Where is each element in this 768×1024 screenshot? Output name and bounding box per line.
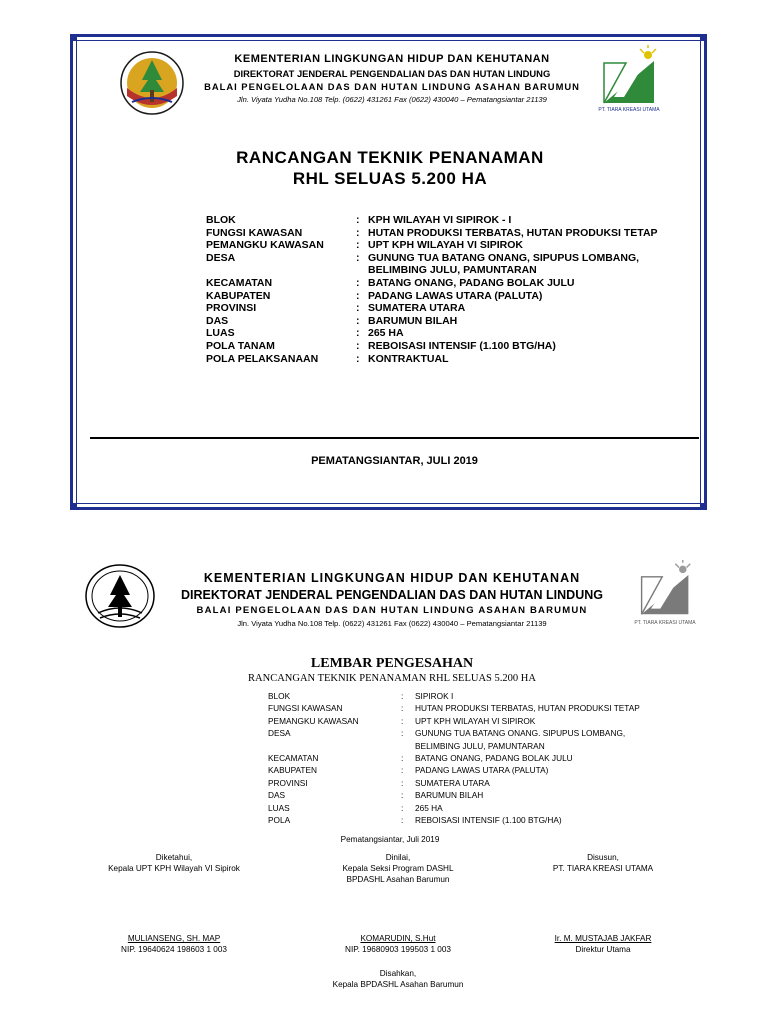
approval-line2: Kepala BPDASHL Asahan Barumun xyxy=(332,980,464,989)
field-label: POLA TANAM xyxy=(206,339,275,352)
signer-right-role1: Disusun, xyxy=(587,853,619,862)
field-value: PADANG LAWAS UTARA (PALUTA) xyxy=(368,289,543,302)
cover-title-line1: RANCANGAN TEKNIK PENANAMAN xyxy=(236,148,544,167)
field-colon: : xyxy=(356,352,360,365)
field-row xyxy=(206,239,658,252)
field-value: HUTAN PRODUKSI TERBATAS, HUTAN PRODUKSI TETAP xyxy=(415,703,640,714)
field-colon: : xyxy=(356,214,360,226)
frame-corner xyxy=(70,503,77,510)
field-value: BARUMUN BILAH xyxy=(368,314,458,327)
field-row xyxy=(206,302,658,315)
field-row xyxy=(268,814,640,826)
field-value: KONTRAKTUAL xyxy=(368,352,449,365)
field-value: HUTAN PRODUKSI TERBATAS, HUTAN PRODUKSI TETAP xyxy=(368,226,658,239)
sheet-directorate: DIREKTORAT JENDERAL PENGENDALIAN DAS DAN HUTAN LINDUNG xyxy=(180,588,603,602)
field-label: DAS xyxy=(206,314,229,327)
field-colon: : xyxy=(356,327,360,340)
field-colon: : xyxy=(356,339,360,352)
field-colon: : xyxy=(401,815,404,826)
field-spacer xyxy=(206,264,356,277)
field-label: KECAMATAN xyxy=(268,753,319,764)
signer-center xyxy=(298,852,498,885)
field-colon: : xyxy=(356,251,360,264)
field-value: KPH WILAYAH VI SIPIROK - I xyxy=(368,214,512,226)
cover-ministry: KEMENTERIAN LINGKUNGAN HIDUP DAN KEHUTANAN xyxy=(234,53,550,65)
sheet-place-date: Pematangsiantar, Juli 2019 xyxy=(340,835,440,844)
field-spacer xyxy=(356,264,368,277)
field-colon: : xyxy=(401,691,404,701)
field-value: SIPIROK I xyxy=(415,691,454,701)
signer-left-name: MULIANSENG, SH. MAP xyxy=(127,934,221,943)
field-value: BATANG ONANG, PADANG BOLAK JULU xyxy=(415,753,573,764)
cover-title-line2: RHL SELUAS 5.200 HA xyxy=(292,169,488,188)
field-row xyxy=(206,315,658,328)
field-label: BLOK xyxy=(206,214,236,226)
sheet-office: BALAI PENGELOLAAN DAS DAN HUTAN LINDUNG ASAHAN BARUMUN xyxy=(196,605,588,616)
company-logo xyxy=(596,45,662,117)
sheet-subtitle: RANCANGAN TEKNIK PENANAMAN RHL SELUAS 5.200 HA xyxy=(248,673,536,684)
field-value: UPT KPH WILAYAH VI SIPIROK xyxy=(368,239,523,252)
signer-right-id: Direktur Utama xyxy=(575,945,631,954)
field-colon: : xyxy=(356,226,360,239)
field-colon: : xyxy=(401,777,404,788)
signer-center-role3: BPDASHL Asahan Barumun xyxy=(346,875,450,884)
frame-corner xyxy=(700,503,707,510)
field-row xyxy=(268,715,640,727)
sheet-title: LEMBAR PENGESAHAN xyxy=(310,656,474,671)
cover-divider xyxy=(90,437,699,439)
company-logo-gray xyxy=(632,560,698,632)
signer-right-block xyxy=(503,933,703,955)
field-row xyxy=(268,752,640,764)
field-colon: : xyxy=(401,790,404,801)
signer-center-block xyxy=(298,933,498,955)
cover-directorate: DIREKTORAT JENDERAL PENGENDALIAN DAS DAN HUTAN LINDUNG xyxy=(233,68,551,79)
frame-corner xyxy=(70,34,77,41)
field-value: REBOISASI INTENSIF (1.100 BTG/HA) xyxy=(415,815,562,826)
field-value: BARUMUN BILAH xyxy=(415,790,484,801)
signer-left-block xyxy=(74,933,274,955)
field-colon: : xyxy=(356,239,360,252)
sheet-fields xyxy=(268,690,640,826)
field-row xyxy=(206,277,658,290)
signer-center-id: NIP. 19680903 199503 1 003 xyxy=(345,945,451,954)
signer-center-name: KOMARUDIN, S.Hut xyxy=(360,934,436,943)
field-row xyxy=(268,802,640,814)
cover-place-date: PEMATANGSIANTAR, JULI 2019 xyxy=(311,455,478,467)
field-colon: : xyxy=(401,728,404,739)
field-colon: : xyxy=(356,314,360,327)
signer-left-id: NIP. 19640624 198603 1 003 xyxy=(121,945,227,954)
field-colon: : xyxy=(401,715,404,726)
field-value: REBOISASI INTENSIF (1.100 BTG/HA) xyxy=(368,339,556,352)
field-label: PEMANGKU KAWASAN xyxy=(206,239,324,252)
signer-center-role1: Dinilai, xyxy=(385,853,411,862)
field-colon: : xyxy=(401,802,404,813)
field-row-continued xyxy=(206,264,658,277)
field-label: KECAMATAN xyxy=(206,276,273,289)
field-value: 265 HA xyxy=(368,327,404,340)
field-spacer xyxy=(268,740,401,752)
field-row xyxy=(268,690,640,702)
field-row xyxy=(206,290,658,303)
signer-left xyxy=(74,852,274,874)
field-row xyxy=(268,702,640,714)
field-row xyxy=(268,764,640,776)
field-value: SUMATERA UTARA xyxy=(368,302,466,315)
field-row xyxy=(206,214,658,227)
field-label: KABUPATEN xyxy=(268,765,318,776)
field-label: PROVINSI xyxy=(206,302,257,315)
field-colon: : xyxy=(401,703,404,714)
signer-right-name: Ir. M. MUSTAJAB JAKFAR xyxy=(554,934,652,943)
signer-left-role1: Diketahui, xyxy=(155,853,193,862)
field-colon: : xyxy=(401,753,404,764)
field-colon: : xyxy=(356,289,360,302)
field-label: KABUPATEN xyxy=(206,289,271,302)
signer-center-role2: Kepala Seksi Program DASHL xyxy=(342,864,454,873)
field-label: DESA xyxy=(206,251,236,264)
field-row xyxy=(206,252,658,265)
signer-right xyxy=(503,852,703,874)
approval-line1: Disahkan, xyxy=(379,969,417,978)
field-value: GUNUNG TUA BATANG ONANG. SIPUPUS LOMBANG, xyxy=(415,728,626,739)
field-row xyxy=(268,727,640,739)
field-label: DAS xyxy=(268,790,286,801)
cover-address: Jln. Viyata Yudha No.108 Telp. (0622) 431261 Fax (0622) 430040 – Pematangsiantar 21139 xyxy=(237,95,547,104)
cover-fields xyxy=(206,214,658,365)
ministry-logo-bw xyxy=(84,563,156,629)
field-row xyxy=(206,227,658,240)
signer-left-role2: Kepala UPT KPH Wilayah VI Sipirok xyxy=(108,864,240,873)
field-spacer xyxy=(401,740,415,752)
field-row xyxy=(268,789,640,801)
field-colon: : xyxy=(401,765,404,776)
ministry-logo xyxy=(118,50,186,116)
frame-corner xyxy=(700,34,707,41)
field-label: PROVINSI xyxy=(268,777,308,788)
field-row xyxy=(206,340,658,353)
sheet-ministry: KEMENTERIAN LINGKUNGAN HIDUP DAN KEHUTANAN xyxy=(203,571,581,585)
cover-office: BALAI PENGELOLAAN DAS DAN HUTAN LINDUNG ASAHAN BARUMUN xyxy=(204,81,580,92)
field-value: BATANG ONANG, PADANG BOLAK JULU xyxy=(368,276,575,289)
field-label: LUAS xyxy=(268,802,290,813)
field-colon: : xyxy=(356,276,360,289)
field-row xyxy=(206,353,658,366)
field-label: PEMANGKU KAWASAN xyxy=(268,715,359,726)
field-value: PADANG LAWAS UTARA (PALUTA) xyxy=(415,765,549,776)
company-logo-text: PT. TIARA KREASI UTAMA xyxy=(634,620,696,626)
sheet-address: Jln. Viyata Yudha No.108 Telp. (0622) 431261 Fax (0622) 430040 – Pematangsiantar 21139 xyxy=(237,619,547,628)
field-label: LUAS xyxy=(206,327,235,340)
field-label: FUNGSI KAWASAN xyxy=(206,226,303,239)
field-label: DESA xyxy=(268,728,291,739)
field-row xyxy=(206,327,658,340)
approval-block xyxy=(298,968,498,990)
field-label: POLA PELAKSANAAN xyxy=(206,352,319,365)
field-row xyxy=(268,777,640,789)
field-value: UPT KPH WILAYAH VI SIPIROK xyxy=(415,715,536,726)
field-label: POLA xyxy=(268,815,291,826)
field-row-continued xyxy=(268,740,640,752)
company-logo-text: PT. TIARA KREASI UTAMA xyxy=(598,107,660,113)
field-value-continued: BELIMBING JULU, PAMUNTARAN xyxy=(415,740,545,751)
field-value: 265 HA xyxy=(415,802,443,813)
field-label: BLOK xyxy=(268,691,291,701)
field-colon: : xyxy=(356,302,360,315)
field-value-continued: BELIMBING JULU, PAMUNTARAN xyxy=(368,264,537,277)
field-value: GUNUNG TUA BATANG ONANG, SIPUPUS LOMBANG, xyxy=(368,251,640,264)
field-value: SUMATERA UTARA xyxy=(415,777,490,788)
signer-right-role2: PT. TIARA KREASI UTAMA xyxy=(552,864,654,873)
field-label: FUNGSI KAWASAN xyxy=(268,703,343,714)
